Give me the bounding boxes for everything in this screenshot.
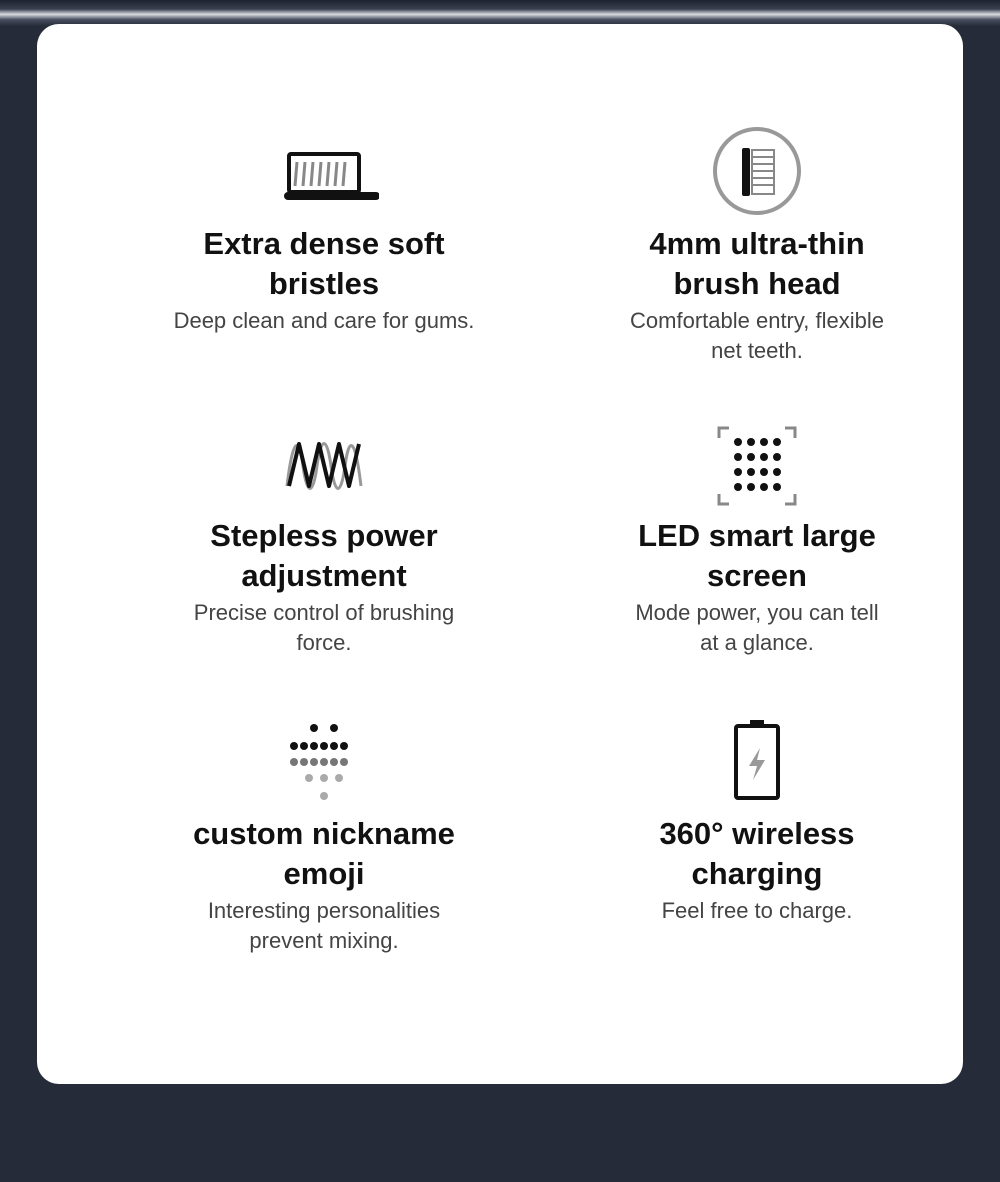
- feature-title-line1: 4mm ultra-thin: [649, 226, 865, 261]
- feature-desc-line1: Precise control of brushing: [193, 600, 455, 625]
- feature-title-line1: LED smart large: [638, 518, 876, 553]
- feature-title-line2: adjustment: [241, 558, 407, 593]
- feature-title-line1: 360° wireless: [659, 816, 855, 851]
- feature-stepless-power: [104, 416, 544, 658]
- feature-wireless-charging: [537, 714, 977, 926]
- feature-led-screen: [537, 416, 977, 658]
- features-card: [37, 24, 963, 1084]
- brush-head-icon: [702, 124, 812, 224]
- feature-title-line2: brush head: [673, 266, 841, 301]
- dot-heart-icon: [269, 714, 379, 814]
- feature-title-line1: custom nickname: [193, 816, 455, 851]
- feature-dense-bristles: [104, 124, 544, 336]
- wave-icon: [269, 416, 379, 516]
- feature-desc-line1: Comfortable entry, flexible: [630, 308, 884, 333]
- feature-desc-line1: Interesting personalities: [207, 898, 441, 923]
- feature-nickname-emoji: [104, 714, 544, 956]
- feature-desc-line1: Mode power, you can tell: [635, 600, 879, 625]
- feature-title-line2: emoji: [283, 856, 365, 891]
- battery-charging-icon: [702, 714, 812, 814]
- feature-desc-line1: Deep clean and care for gums.: [173, 308, 475, 333]
- feature-title-line2: charging: [691, 856, 823, 891]
- feature-title-line2: bristles: [268, 266, 380, 301]
- top-banner-strip: [0, 0, 1000, 26]
- feature-title-line1: Extra dense soft: [203, 226, 445, 261]
- led-screen-icon: [702, 416, 812, 516]
- feature-thin-brush-head: [537, 124, 977, 366]
- feature-title-line2: screen: [707, 558, 807, 593]
- feature-desc-line2: at a glance.: [700, 630, 814, 655]
- feature-desc-line2: prevent mixing.: [249, 928, 399, 953]
- feature-desc-line2: force.: [296, 630, 352, 655]
- feature-desc-line1: Feel free to charge.: [661, 898, 853, 923]
- bristles-icon: [269, 124, 379, 224]
- feature-title-line1: Stepless power: [210, 518, 438, 553]
- feature-desc-line2: net teeth.: [711, 338, 803, 363]
